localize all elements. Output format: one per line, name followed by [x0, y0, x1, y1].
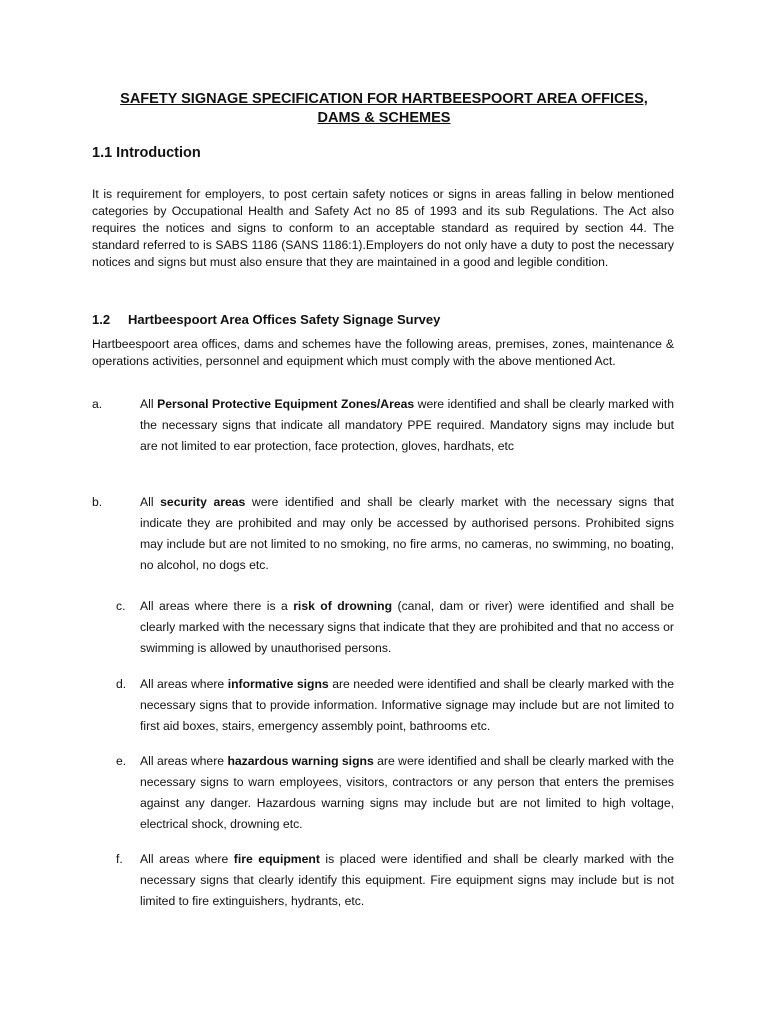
section-heading-survey [92, 312, 440, 327]
list-marker: d. [116, 677, 127, 691]
section-heading-introduction: 1.1 Introduction [92, 145, 201, 161]
item-text-pre: All [140, 495, 161, 509]
title-line-2: DAMS & SCHEMES [317, 110, 451, 126]
item-text-pre: All areas where there is a [140, 599, 294, 613]
item-text-post: are needed were identified and shall be clearly marked with the necessary signs that to provide information. Informative signage may include but are not limited to first aid boxes, stairs, emergency assembly point, bathrooms etc. [140, 677, 674, 733]
list-item-text [140, 596, 674, 659]
list-item-text [140, 492, 674, 576]
list-marker: b. [92, 495, 103, 509]
item-text-bold: Personal Protective Equipment Zones/Areas [157, 397, 415, 411]
item-text-pre: All areas where [140, 754, 228, 768]
section-number: 1.2 [92, 312, 111, 327]
item-text-post: (canal, dam or river) were identified and shall be clearly marked with the necessary signs that indicate that they are prohibited and that no access or swimming is allowed by unauthorised persons. [140, 599, 675, 655]
document-title [90, 90, 678, 128]
list-item-text [140, 849, 674, 912]
list-item-text [140, 751, 674, 835]
item-text-pre: All areas where [140, 677, 228, 691]
list-item-text [140, 394, 674, 457]
item-text-post: are were identified and shall be clearly marked with the necessary signs to warn employees, visitors, contractors or any person that enters the premises against any danger. Hazardous warning signs may include but are not limited to high voltage, electrical shock, drowning etc. [140, 754, 675, 831]
list-marker: a. [92, 397, 103, 411]
introduction-paragraph: It is requirement for employers, to post certain safety notices or signs in areas falling in below mentioned categories by Occupational Health and Safety Act no 85 of 1993 and its sub Regulations. The Act also requires the notices and signs to conform to an acceptable standard as required by section 44. The standard referred to is SABS 1186 (SANS 1186:1).Employers do not only have a duty to post the necessary notices and signs but must also ensure that they are maintained in a good and legible condition. [92, 187, 674, 269]
item-text-bold: risk of drowning [293, 599, 393, 613]
item-text-post: were identified and shall be clearly marked with the necessary signs that indicate all mandatory PPE required. Mandatory signs may include but are not limited to ear protection, face protection, gloves, hardhats, etc [140, 397, 674, 453]
item-text-bold: security areas [160, 495, 246, 509]
item-text-pre: All areas where [140, 852, 234, 866]
item-text-bold: fire equipment [233, 852, 320, 866]
item-text-bold: hazardous warning signs [227, 754, 374, 768]
list-marker: e. [116, 754, 127, 768]
section-title: Hartbeespoort Area Offices Safety Signage Survey [128, 312, 441, 327]
survey-paragraph: Hartbeespoort area offices, dams and schemes have the following areas, premises, zones, maintenance & operations activities, personnel and equipment which must comply with the above mentioned Act. [92, 337, 674, 368]
list-marker: f. [116, 852, 123, 866]
list-item-text [140, 674, 674, 737]
item-text-post: were identified and shall be clearly market with the necessary signs that indicate they are prohibited and may only be accessed by authorised persons. Prohibited signs may include but are not limited to no smoking, no fire arms, no cameras, no swimming, no boating, no alcohol, no dogs etc. [140, 495, 674, 572]
item-text-post: is placed were identified and shall be clearly marked with the necessary signs that clearly identify this equipment. Fire equipment signs may include but is not limited to fire extinguishers, hydrants, etc. [140, 852, 674, 908]
item-text-pre: All [140, 397, 158, 411]
item-text-bold: informative signs [227, 677, 329, 691]
list-marker: c. [116, 599, 126, 613]
title-line-1: SAFETY SIGNAGE SPECIFICATION FOR HARTBEESPOORT AREA OFFICES, [120, 91, 648, 107]
